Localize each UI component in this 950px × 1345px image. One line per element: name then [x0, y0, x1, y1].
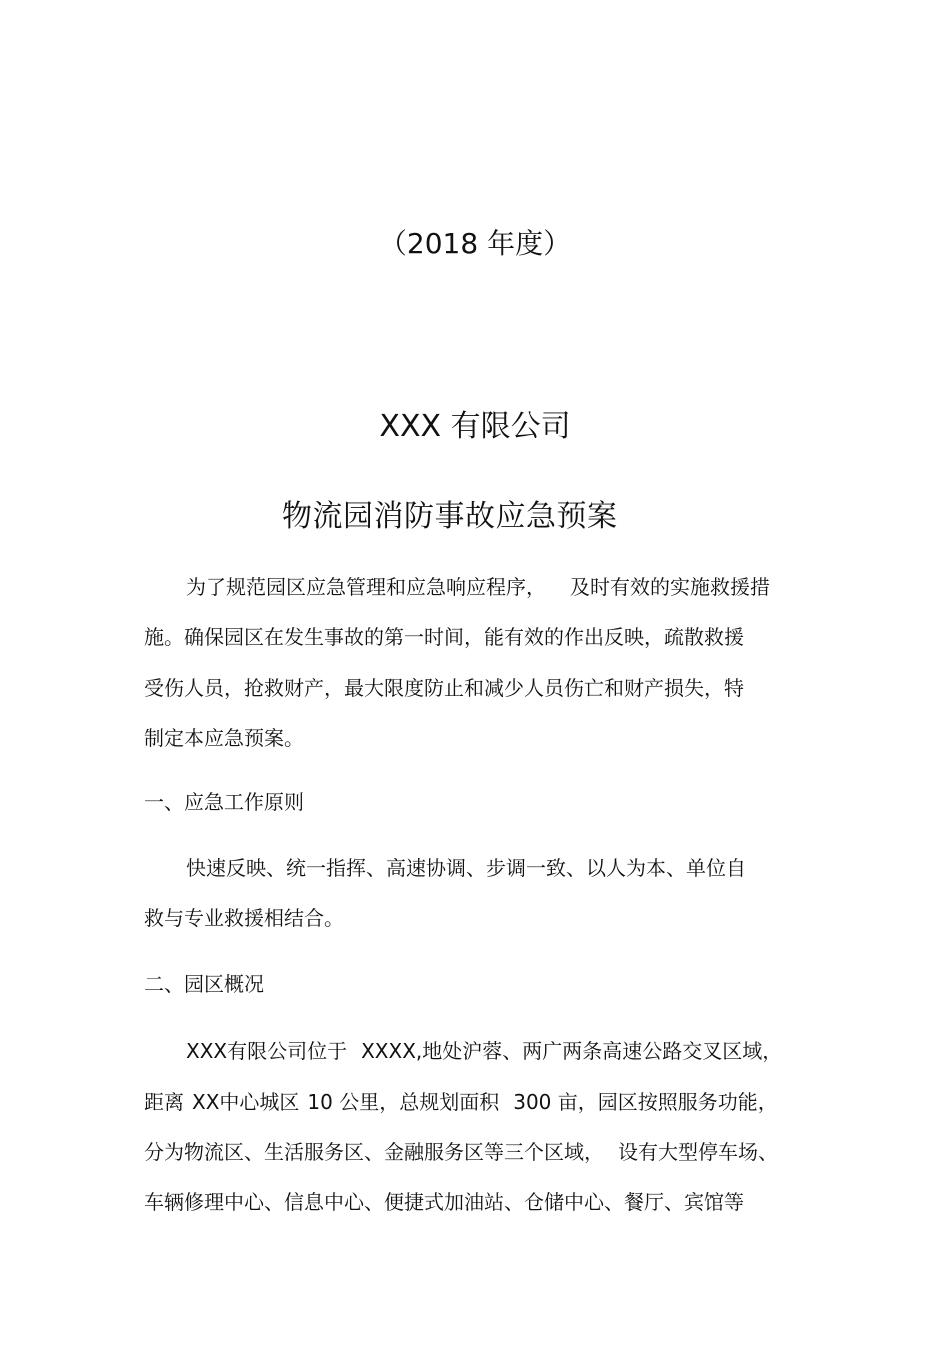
section-2-text-2c: 10 公里，总规划面积	[307, 1090, 500, 1114]
year-label: （2018 年度）	[378, 227, 572, 260]
section-2-heading: 二、园区概况	[144, 972, 264, 996]
section-2-text-1c: 地处沪蓉、两广两条高速公路交叉区域，	[422, 1039, 783, 1063]
section-2-text-1a: XXX有限公司位于	[186, 1039, 348, 1063]
section-2-text-2d: 300 亩，园区按照服务功能，	[513, 1090, 778, 1114]
section-2-line-2	[144, 1087, 778, 1117]
intro-line-2: 施。确保园区在发生事故的第一时间，能有效的作出反映，疏散救援	[144, 625, 744, 649]
section-2-line-3	[144, 1137, 778, 1167]
section-2-text-3b: 设有大型停车场、	[618, 1140, 778, 1164]
intro-line-4: 制定本应急预案。	[144, 726, 304, 750]
plan-title: 物流园消防事故应急预案	[282, 499, 618, 534]
section-2-text-3a: 分为物流区、生活服务区、金融服务区等三个区域，	[144, 1140, 604, 1164]
section-2-line-4: 车辆修理中心、信息中心、便捷式加油站、仓储中心、餐厅、宾馆等	[144, 1190, 744, 1214]
intro-text-1a: 为了规范园区应急管理和应急响应程序，	[186, 575, 546, 599]
section-2-text-2b: XX中心城区	[192, 1090, 300, 1114]
intro-line-3: 受伤人员，抢救财产，最大限度防止和减少人员伤亡和财产损失，特	[144, 676, 744, 700]
section-2-text-2a: 距离	[144, 1090, 184, 1114]
section-1-heading: 一、应急工作原则	[144, 790, 304, 814]
section-1-line-2: 救与专业救援相结合。	[144, 906, 344, 930]
section-2-text-1b: XXXX,	[361, 1039, 423, 1063]
section-1-line-1: 快速反映、统一指挥、高速协调、步调一致、以人为本、单位自	[186, 856, 746, 880]
company-name: XXX 有限公司	[379, 409, 571, 444]
section-2-line-1	[186, 1036, 782, 1066]
intro-line-1	[186, 572, 770, 602]
intro-text-1b: 及时有效的实施救援措	[570, 575, 770, 599]
